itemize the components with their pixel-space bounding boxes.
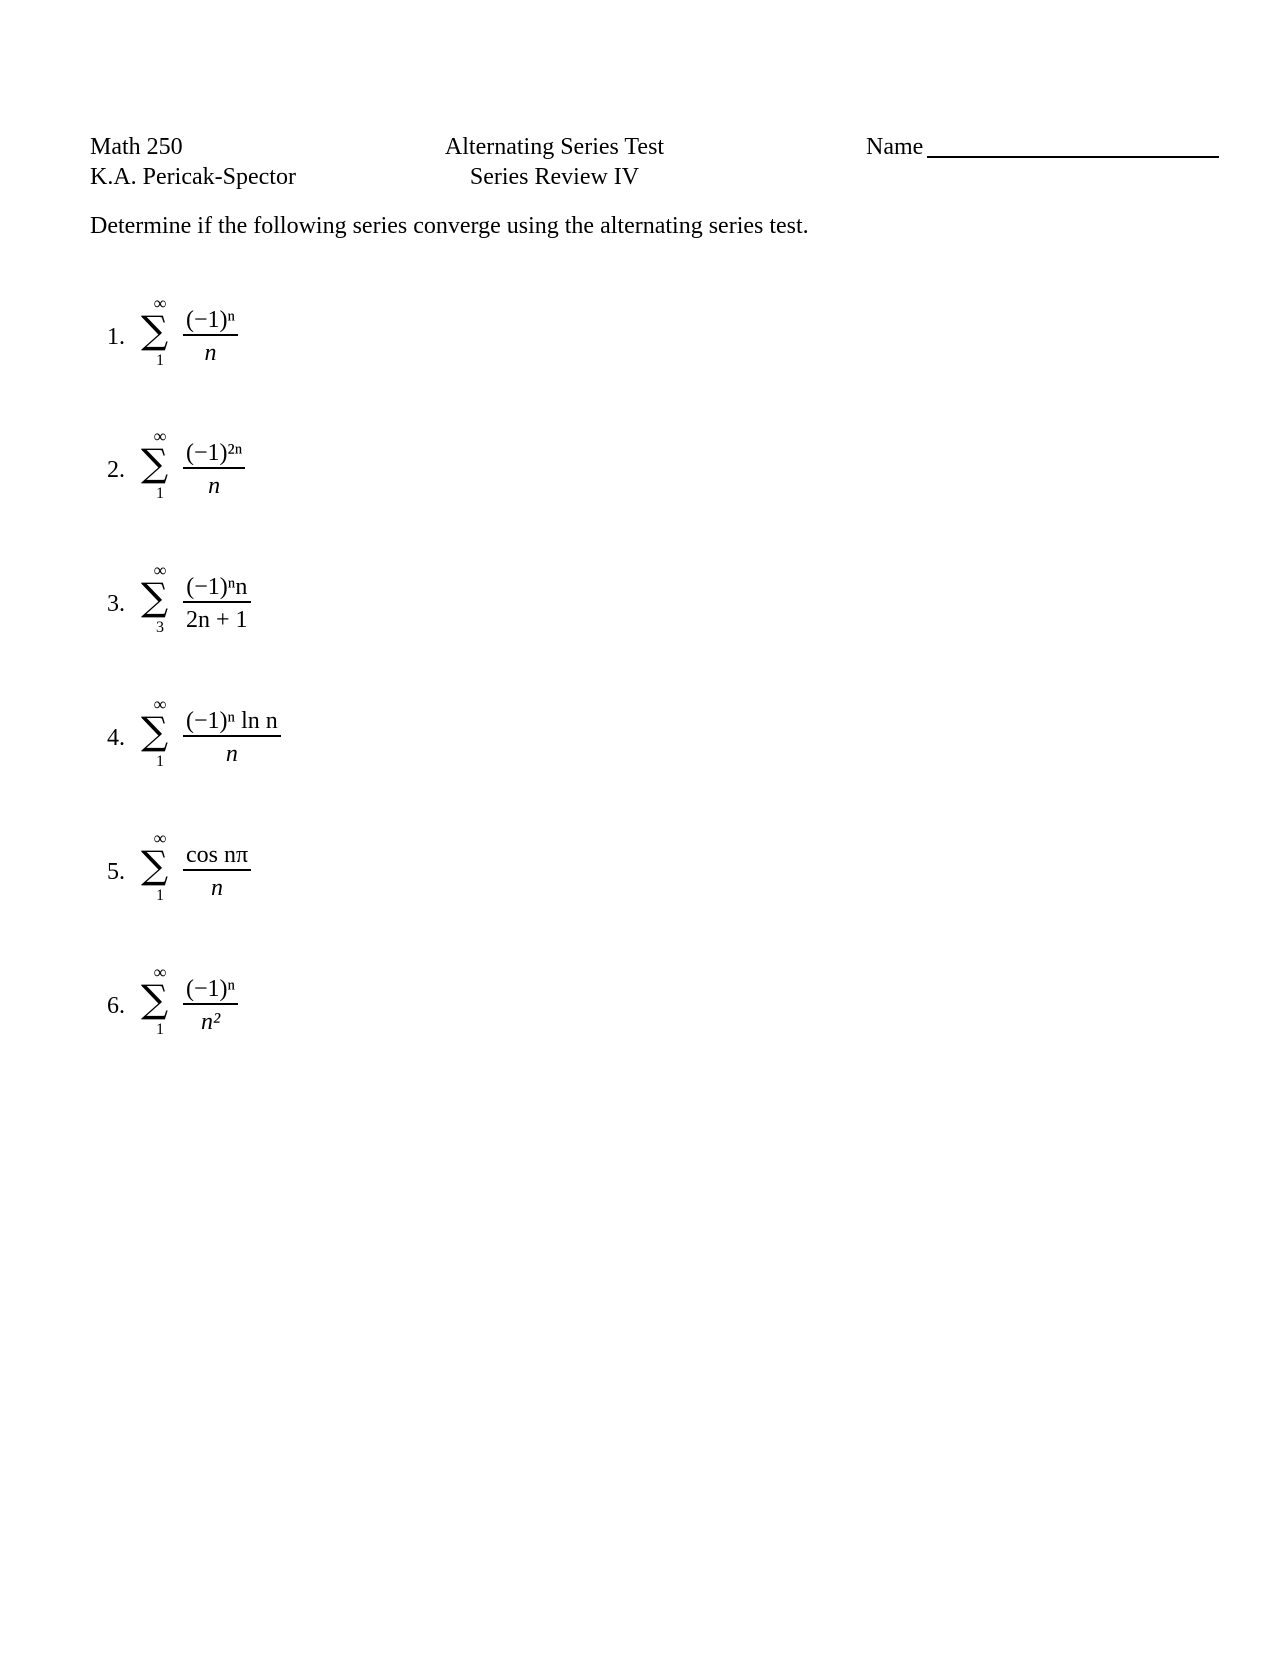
problem-number: 1. (107, 324, 125, 350)
denominator: n (211, 875, 224, 901)
summation-sign: ∑ (141, 575, 169, 619)
upper-limit: ∞ (153, 962, 167, 982)
lower-limit: 1 (156, 352, 164, 369)
fraction (183, 439, 245, 501)
problem-number: 6. (107, 993, 125, 1019)
summation-sign: ∑ (141, 308, 169, 352)
fraction (183, 306, 238, 368)
lower-limit: 3 (156, 619, 164, 636)
numerator: (−1)ⁿ (186, 976, 236, 1002)
problem-number: 3. (107, 591, 125, 617)
problem-number: 2. (107, 457, 125, 483)
problem-number: 5. (107, 859, 125, 885)
denominator: n (208, 473, 221, 499)
fraction (183, 841, 251, 903)
problem-item (105, 829, 465, 919)
numerator: cos nπ (186, 842, 249, 868)
upper-limit: ∞ (153, 694, 167, 714)
lower-limit: 1 (156, 753, 164, 770)
worksheet-title: Alternating Series Test (444, 134, 665, 160)
lower-limit: 1 (156, 1021, 164, 1038)
fraction (183, 707, 281, 769)
denominator: n (204, 340, 217, 366)
summation-sign: ∑ (141, 843, 169, 887)
numerator: (−1)ⁿn (186, 574, 248, 600)
problem-item (105, 561, 465, 651)
problem-item (105, 695, 465, 785)
upper-limit: ∞ (153, 828, 167, 848)
name-blank-line (927, 156, 1219, 158)
problem-item (105, 427, 465, 517)
author-name: K.A. Pericak-Spector (90, 164, 296, 190)
summation-sign: ∑ (141, 709, 169, 753)
upper-limit: ∞ (153, 426, 167, 446)
numerator: (−1)²ⁿ (186, 440, 243, 466)
summation-sign: ∑ (141, 441, 169, 485)
denominator: n (225, 741, 238, 767)
upper-limit: ∞ (153, 293, 167, 313)
problem-item (105, 294, 465, 384)
denominator: 2n + 1 (186, 607, 248, 633)
fraction (183, 975, 238, 1037)
worksheet-subtitle: Series Review IV (469, 164, 640, 190)
denominator: n² (200, 1009, 221, 1035)
fraction (183, 573, 251, 635)
problem-number: 4. (107, 725, 125, 751)
instructions: Determine if the following series converge using the alternating series test. (90, 213, 809, 239)
lower-limit: 1 (156, 485, 164, 502)
numerator: (−1)ⁿ ln n (186, 708, 278, 734)
numerator: (−1)ⁿ (186, 307, 236, 333)
summation-sign: ∑ (141, 977, 169, 1021)
upper-limit: ∞ (153, 560, 167, 580)
lower-limit: 1 (156, 887, 164, 904)
course-title: Math 250 (90, 134, 183, 160)
problem-item (105, 963, 465, 1053)
name-label: Name (866, 134, 924, 160)
